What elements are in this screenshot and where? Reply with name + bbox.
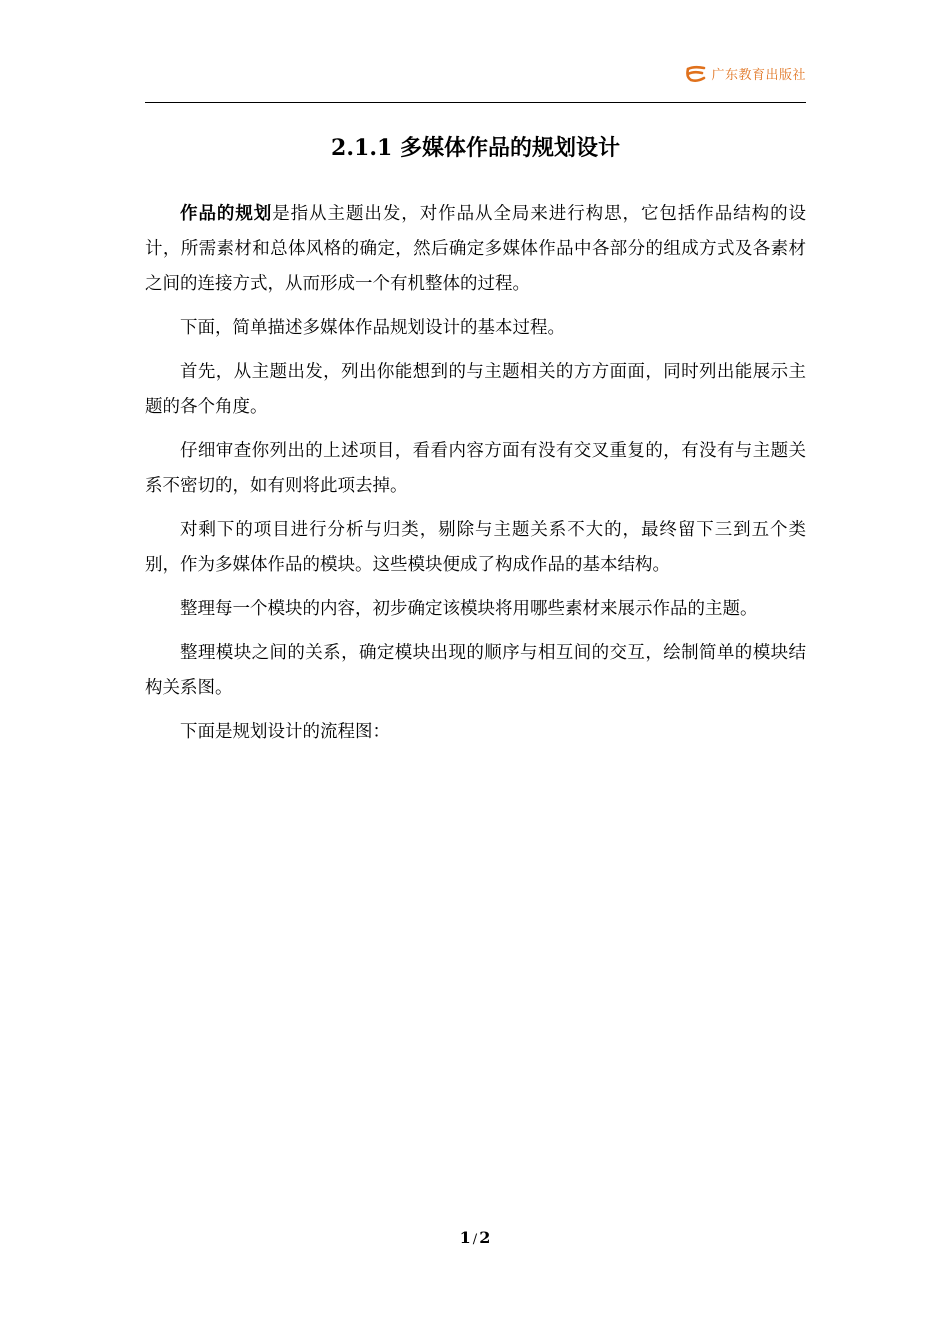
total-pages: 2 bbox=[479, 1228, 491, 1247]
paragraph bbox=[145, 513, 806, 583]
publisher-logo-icon bbox=[685, 65, 707, 83]
paragraph bbox=[145, 311, 806, 346]
paragraph bbox=[145, 355, 806, 425]
page-header bbox=[145, 62, 806, 103]
paragraph-text: 仔细审查你列出的上述项目，看看内容方面有没有交叉重复的，有没有与主题关系不密切的，如有则将此项去掉。 bbox=[145, 441, 806, 496]
current-page: 1 bbox=[459, 1228, 471, 1247]
publisher-name: 广东教育出版社 bbox=[711, 68, 806, 83]
paragraph-text: 整理模块之间的关系，确定模块出现的顺序与相互间的交互，绘制简单的模块结构关系图。 bbox=[145, 643, 806, 698]
paragraph bbox=[145, 636, 806, 706]
term-highlight: 作品的规划 bbox=[180, 204, 273, 224]
page-number bbox=[0, 1228, 950, 1247]
paragraph bbox=[145, 197, 806, 302]
body-content bbox=[145, 197, 806, 759]
paragraph-text: 对剩下的项目进行分析与归类，剔除与主题关系不大的，最终留下三到五个类别，作为多媒体作品的模块。这些模块便成了构成作品的基本结构。 bbox=[145, 520, 806, 575]
paragraph-text: 下面，简单描述多媒体作品规划设计的基本过程。 bbox=[180, 318, 565, 338]
paragraph bbox=[145, 715, 806, 750]
paragraph-text: 整理每一个模块的内容，初步确定该模块将用哪些素材来展示作品的主题。 bbox=[180, 599, 758, 619]
paragraph bbox=[145, 592, 806, 627]
paragraph-text: 是指从主题出发，对作品从全局来进行构思，它包括作品结构的设计，所需素材和总体风格的确定，然后确定多媒体作品中各部分的组成方式及各素材之间的连接方式，从而形成一个有机整体的过程。 bbox=[145, 204, 807, 294]
paragraph-text: 首先，从主题出发，列出你能想到的与主题相关的方方面面，同时列出能展示主题的各个角度。 bbox=[145, 362, 806, 417]
page-separator: / bbox=[472, 1232, 478, 1247]
paragraph bbox=[145, 434, 806, 504]
paragraph-text: 下面是规划设计的流程图： bbox=[180, 722, 390, 742]
page-title: 2.1.1 多媒体作品的规划设计 bbox=[331, 135, 620, 161]
publisher-brand bbox=[685, 64, 806, 83]
